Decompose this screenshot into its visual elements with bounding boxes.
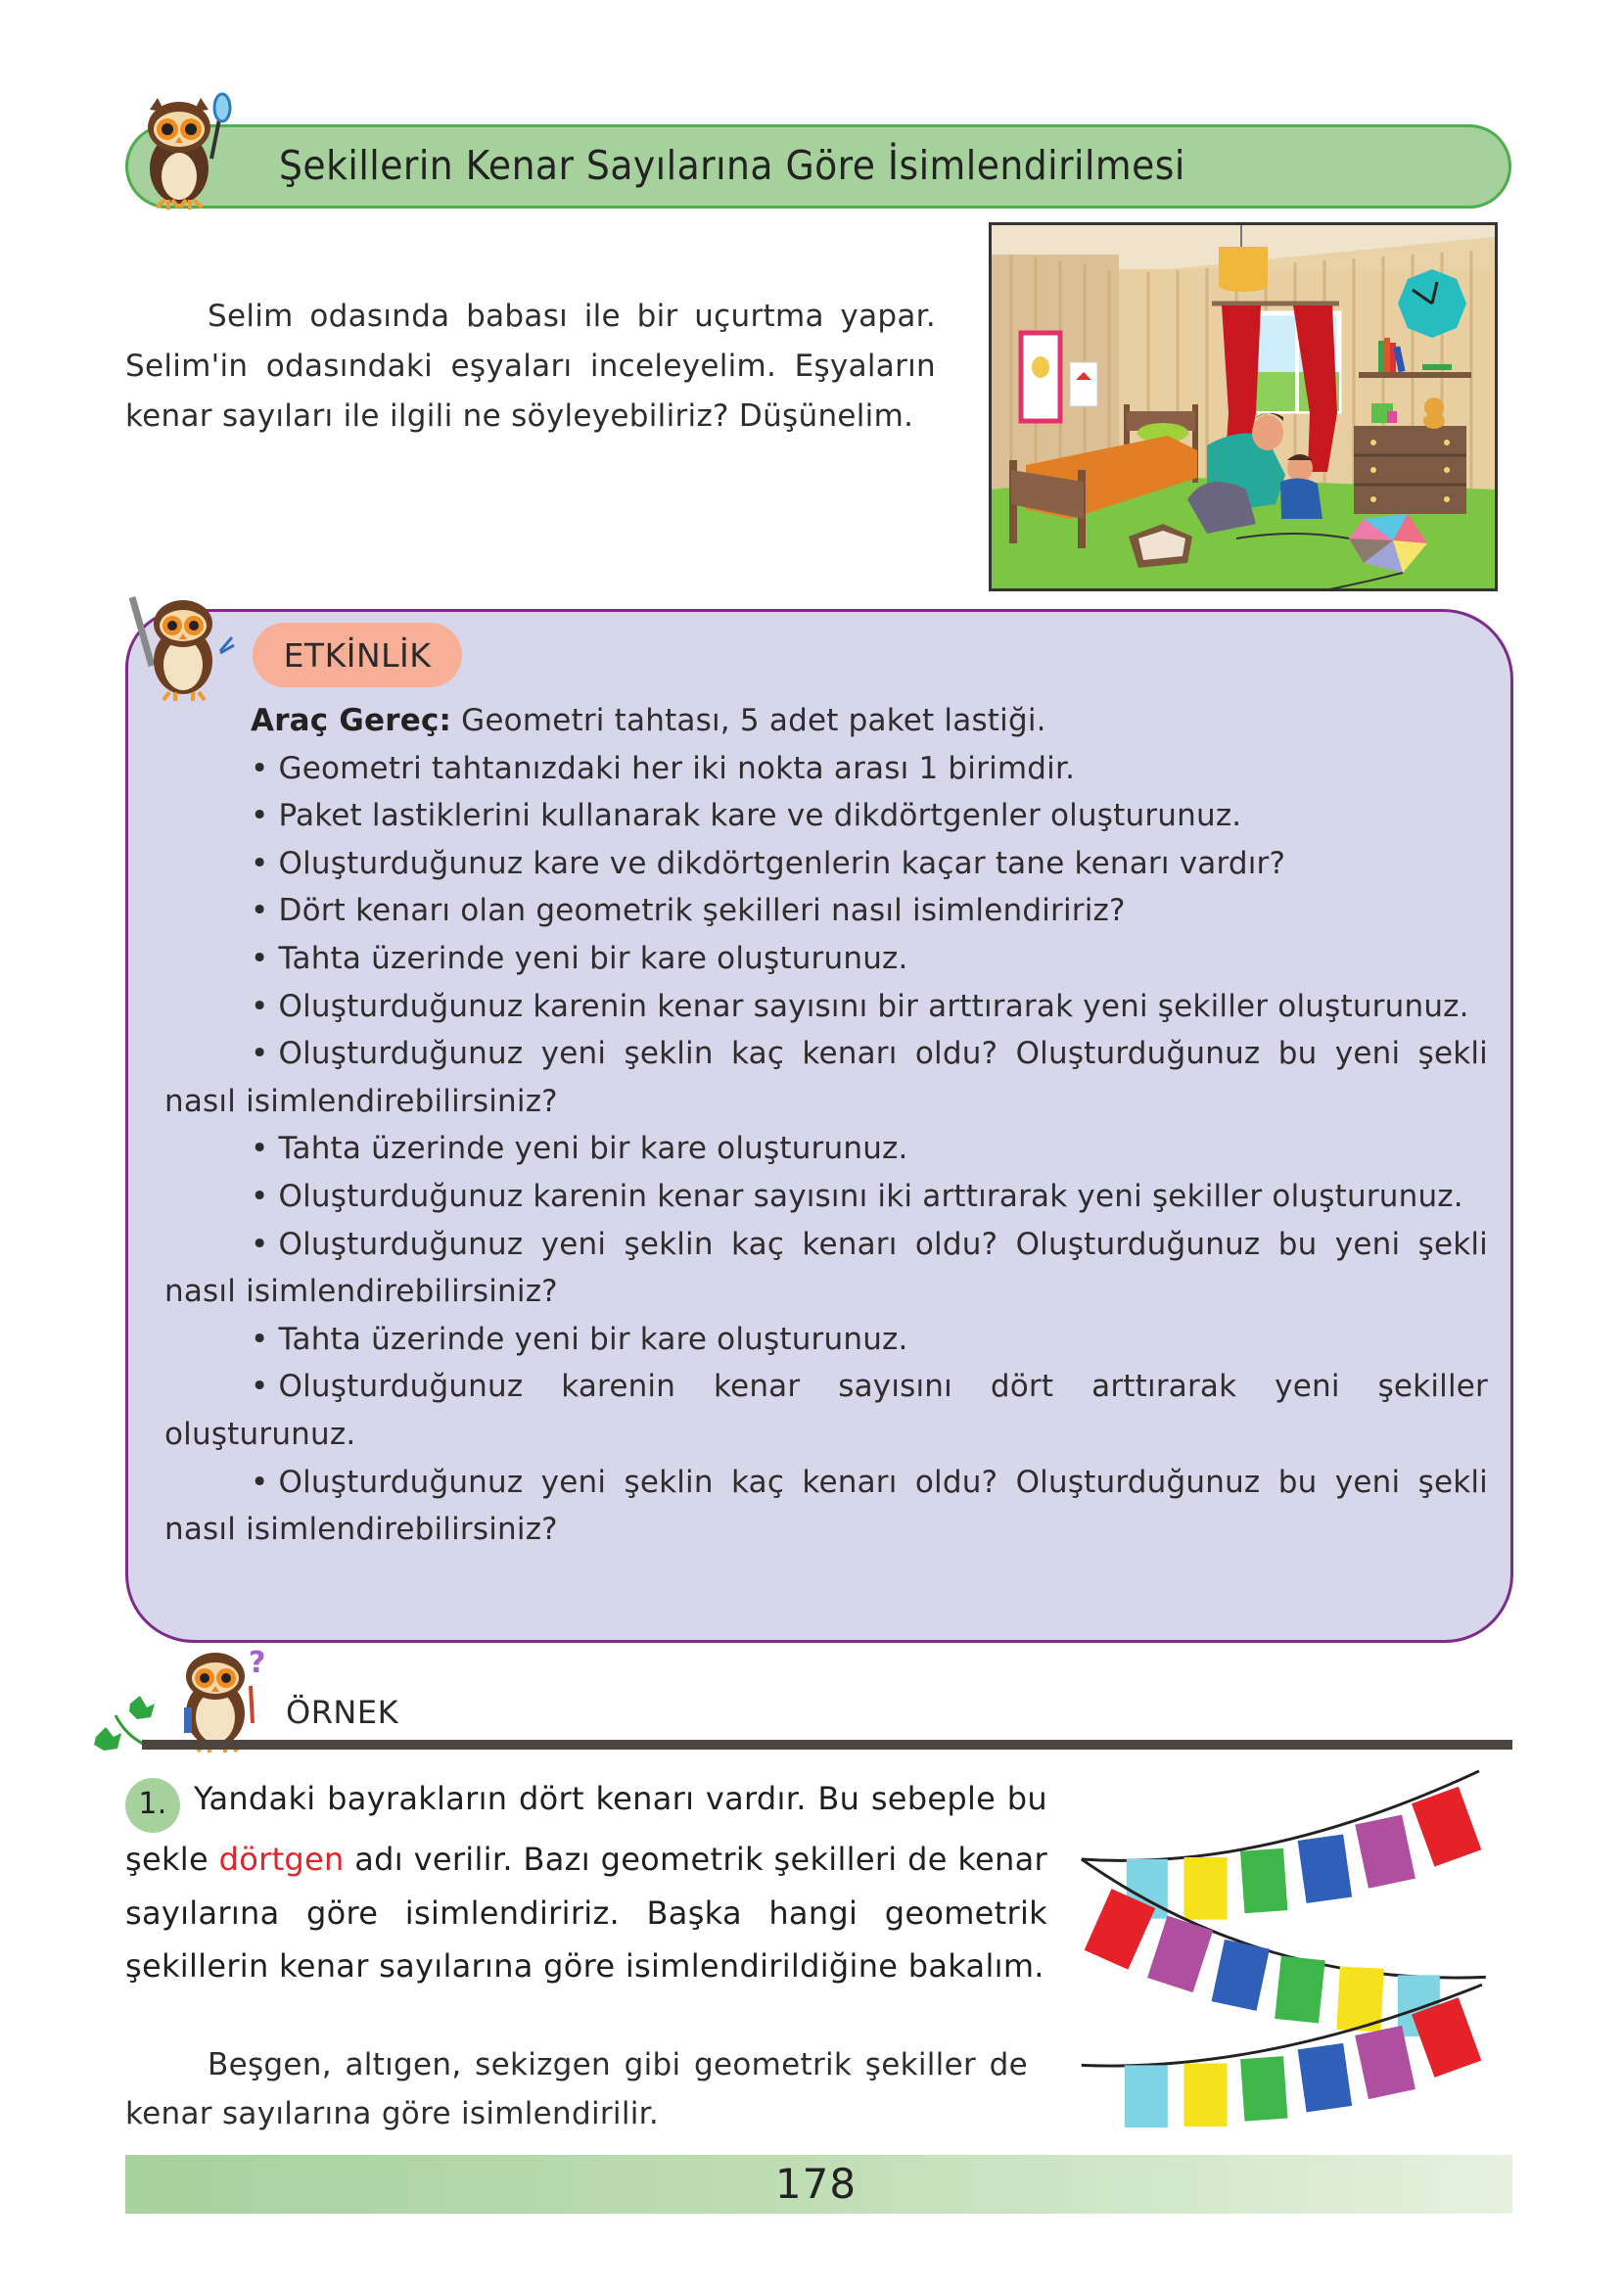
activity-item: • Geometri tahtanızdaki her iki nokta arası 1 birimdir.: [251, 750, 1076, 786]
bullet-icon: •: [251, 988, 269, 1024]
materials-line: [164, 697, 1488, 745]
owl-question-icon: [168, 1647, 276, 1753]
materials-label: Araç Gereç:: [251, 703, 452, 738]
bunting-flags-illustration: [1072, 1753, 1522, 2144]
activity-item: • Oluşturduğunuz karenin kenar sayısını iki arttırarak yeni şekiller oluşturunuz.: [251, 1178, 1463, 1214]
bullet-icon: •: [251, 1226, 269, 1262]
activity-item: • Tahta üzerinde yeni bir kare oluşturunuz.: [251, 1131, 908, 1167]
bullet-icon: •: [251, 1369, 269, 1405]
bullet-icon: •: [251, 798, 269, 834]
activity-item: • Oluşturduğunuz karenin kenar sayısını bir arttırarak yeni şekiller oluşturunuz.: [251, 988, 1469, 1024]
example-paragraph-2: [125, 2040, 1028, 2138]
example-paragraph: [125, 1772, 1047, 1993]
bullet-icon: •: [251, 1131, 269, 1167]
example-text-2: Beşgen, altıgen, sekizgen gibi geometrik şekiller de kenar sayılarına göre isimlendirilir.: [125, 2047, 1028, 2131]
activity-item: • Oluşturduğunuz yeni şeklin kaç kenarı oldu? Oluşturduğunuz bu yeni şekli nasıl isimlendirebilirsiniz?: [164, 1226, 1488, 1310]
bullet-icon: •: [251, 893, 269, 929]
leaf-branch-icon: [86, 1694, 174, 1762]
svg-text:?: ?: [249, 1647, 266, 1680]
activity-item: • Paket lastiklerini kullanarak kare ve dikdörtgenler oluşturunuz.: [251, 798, 1242, 834]
example-text-after: adı verilir. Bazı geometrik şekilleri de kenar sayılarına göre isimlendiririz. Başka hangi geometrik şekillerin kenar sayılarına göre isimlendirildiğine bakalım.: [125, 1841, 1047, 1985]
owl-magnifier-icon: [125, 90, 243, 210]
bullet-icon: •: [251, 1178, 269, 1214]
activity-badge: ETKİNLİK: [253, 623, 462, 687]
intro-paragraph: [125, 292, 936, 442]
activity-item: • Oluşturduğunuz yeni şeklin kaç kenarı oldu? Oluşturduğunuz bu yeni şekli nasıl isimlendirebilirsiniz?: [164, 1464, 1488, 1548]
bullet-icon: •: [251, 940, 269, 976]
bedroom-scene-image: [992, 225, 1495, 588]
example-number-badge: 1.: [125, 1778, 180, 1833]
page-title: Şekillerin Kenar Sayılarına Göre İsimlendirilmesi: [279, 142, 1185, 189]
activity-item: • Oluşturduğunuz yeni şeklin kaç kenarı oldu? Oluşturduğunuz bu yeni şekli nasıl isimlendirebilirsiniz?: [164, 1036, 1488, 1119]
bullet-icon: •: [251, 1321, 269, 1357]
intro-text: Selim odasında babası ile bir uçurtma yapar. Selim'in odasındaki eşyaları inceleyelim. Eşyaların kenar sayıları ile ilgili ne söyleyebiliriz? Düşünelim.: [125, 299, 936, 434]
activity-item: • Oluşturduğunuz karenin kenar sayısını dört arttırarak yeni şekiller oluşturunuz.: [164, 1369, 1488, 1452]
example-label: ÖRNEK: [286, 1694, 399, 1731]
activity-item: • Tahta üzerinde yeni bir kare oluşturunuz.: [251, 940, 908, 976]
owl-teacher-icon: [122, 592, 240, 702]
example-text-before: Yandaki bayrakların dört kenarı vardır. Bu sebeple bu şekle: [125, 1780, 1047, 1878]
activity-item: • Oluşturduğunuz kare ve dikdörtgenlerin kaçar tane kenarı vardır?: [251, 845, 1286, 881]
bullet-icon: •: [251, 1464, 269, 1500]
activity-body: [164, 697, 1488, 1554]
bullet-icon: •: [251, 1036, 269, 1072]
activity-item: • Tahta üzerinde yeni bir kare oluşturunuz.: [251, 1321, 908, 1357]
bullet-icon: •: [251, 750, 269, 786]
bullet-icon: •: [251, 845, 269, 881]
bedroom-illustration: [989, 222, 1498, 591]
page-number: 178: [774, 2160, 858, 2208]
materials-text: Geometri tahtası, 5 adet paket lastiği.: [451, 703, 1046, 738]
example-divider: [142, 1740, 1512, 1750]
highlight-term: dörtgen: [218, 1841, 345, 1878]
activity-item: • Dört kenarı olan geometrik şekilleri nasıl isimlendiririz?: [251, 893, 1126, 929]
